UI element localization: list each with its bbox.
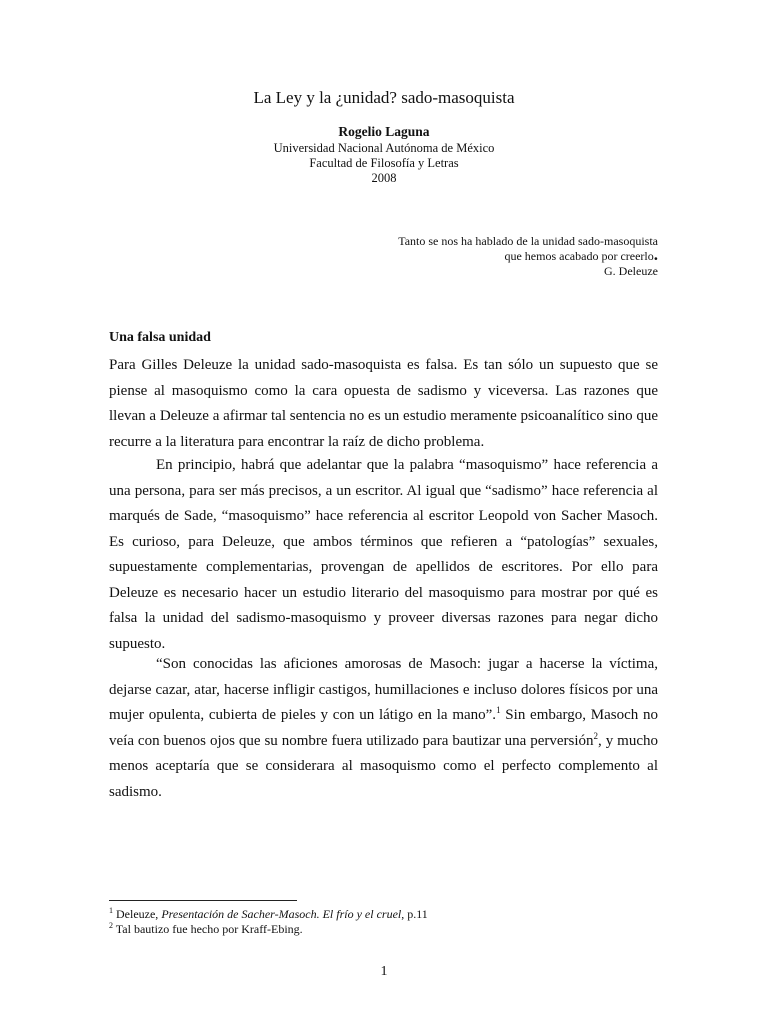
paragraph-3 xyxy=(109,652,658,805)
footnote-ref-2[interactable]: 2 xyxy=(593,730,599,741)
section-heading: Una falsa unidad xyxy=(109,330,211,345)
footnote-1 xyxy=(109,907,428,922)
affiliation-faculty: Facultad de Filosofía y Letras xyxy=(309,156,459,170)
epigraph-attribution: G. Deleuze xyxy=(604,264,658,278)
affiliation-university: Universidad Nacional Autónoma de México xyxy=(273,141,495,155)
footnote-2 xyxy=(109,922,303,937)
footnote-2-text: Tal bautizo fue hecho por Kraff-Ebing. xyxy=(115,922,303,936)
epigraph-line-1: Tanto se nos ha hablado de la unidad sado-masoquista xyxy=(398,234,658,248)
paragraph-3-part-2: Sin embargo, Masoch no veía con buenos ojos que su nombre fuera utilizado para bautizar una perversión xyxy=(109,707,658,749)
author-name: Rogelio Laguna xyxy=(338,124,430,139)
footnote-2-number: 2 xyxy=(109,921,113,930)
document-title: La Ley y la ¿unidad? sado-masoquista xyxy=(253,88,515,107)
paragraph-3-part-1: “Son conocidas las aficiones amorosas de Masoch: jugar a hacerse la víctima, dejarse cazar, atar, hacerse infligir castigos, humillaciones e incluso dolores físicos por una mujer opulenta, cubierta de pieles y con un látigo en la mano”. xyxy=(109,656,658,723)
footnote-1-number: 1 xyxy=(109,906,113,915)
footnote-1-post: , p.11 xyxy=(401,907,428,921)
epigraph-line-2 xyxy=(238,245,658,264)
epigraph-period: . xyxy=(653,245,658,264)
footnote-ref-1[interactable]: 1 xyxy=(496,705,501,715)
footnote-1-title: Presentación de Sacher-Masoch. El frío y el cruel xyxy=(161,907,402,921)
paragraph-3-part-3: , y mucho menos aceptaría que se considerara al masoquismo como el perfecto complemento al sadismo. xyxy=(109,732,658,800)
affiliation-year: 2008 xyxy=(371,171,397,185)
footnote-1-pre: Deleuze, xyxy=(116,907,162,921)
epigraph-line-2-text: que hemos acabado por creerlo xyxy=(504,249,654,263)
paragraph-1: Para Gilles Deleuze la unidad sado-masoquista es falsa. Es tan sólo un supuesto que se piense al masoquismo como la cara opuesta de sadismo y viceversa. Las razones que llevan a Deleuze a afirmar tal sentencia no es un estudio meramente psicoanalítico sino que recurre a la literatura para encontrar la raíz de dicho problema. xyxy=(109,357,658,450)
footnote-divider xyxy=(109,900,297,901)
page-number: 1 xyxy=(380,964,388,979)
paragraph-2: En principio, habrá que adelantar que la palabra “masoquismo” hace referencia a una persona, para ser más precisos, a un escritor. Al igual que “sadismo” hace referencia al marqués de Sade, “masoquismo” hace referencia al escritor Leopold von Sacher Masoch. Es curioso, para Deleuze, que ambos términos que refieren a “patologías” sexuales, supuestamente complementarias, provengan de apellidos de escritores. Por ello para Deleuze es necesario hacer un estudio literario del masoquismo para mostrar por qué es falsa la unidad del sadismo-masoquismo y proveer diversas razones para negar dicho supuesto. xyxy=(109,457,658,652)
